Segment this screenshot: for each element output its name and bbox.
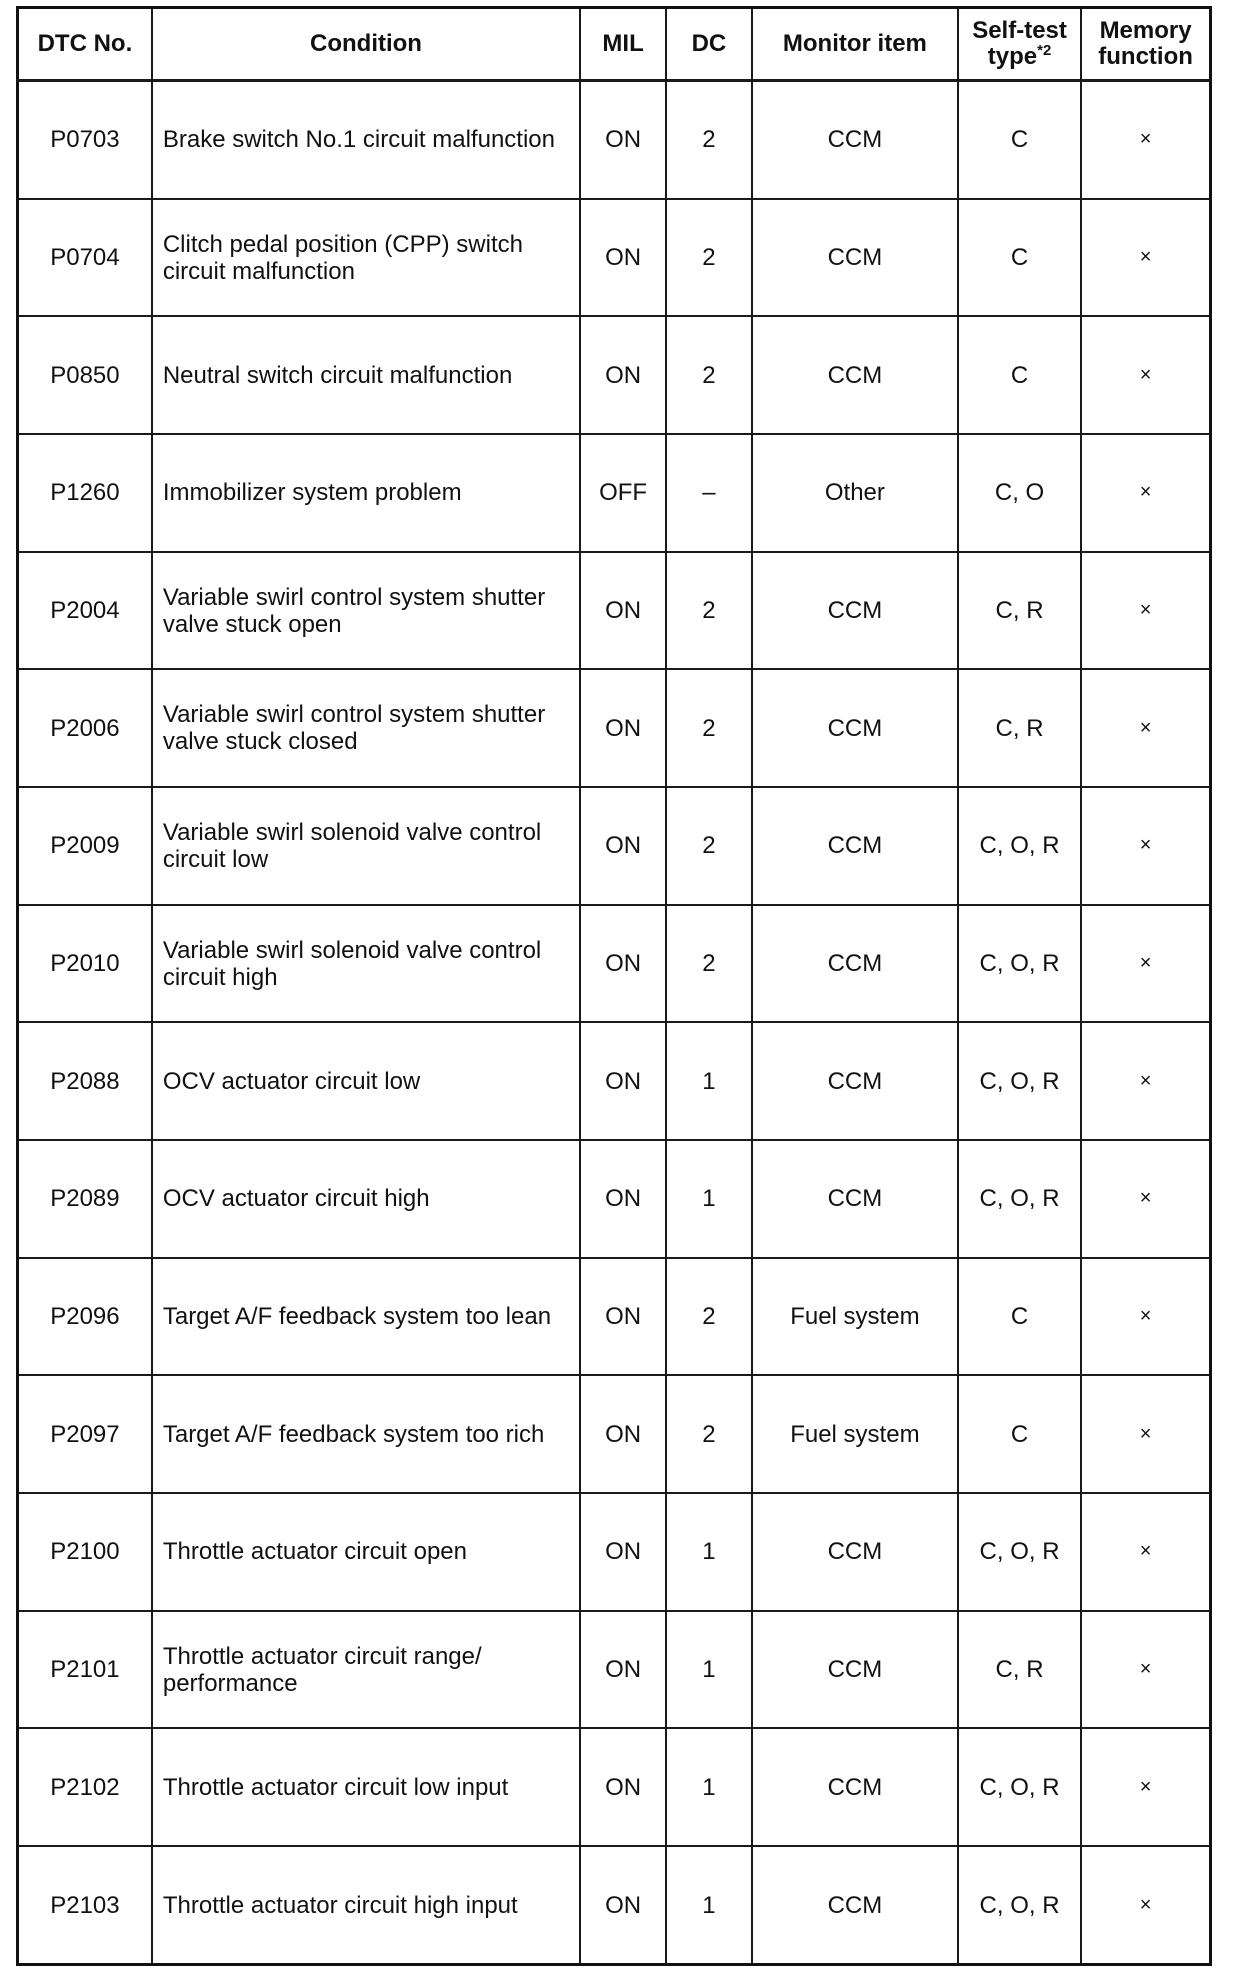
dtc-code-cell: P0703 — [18, 81, 152, 199]
header-memory-function — [1081, 8, 1210, 81]
dc-cell: 2 — [666, 787, 752, 905]
dc-cell: 2 — [666, 669, 752, 787]
condition-cell: Throttle actuator circuit low input — [152, 1728, 580, 1846]
table-body — [18, 81, 1211, 1965]
monitor-item-cell: CCM — [752, 1140, 958, 1258]
condition-cell: Brake switch No.1 circuit malfunction — [152, 81, 580, 199]
table-row — [18, 552, 1211, 670]
monitor-item-cell: CCM — [752, 552, 958, 670]
self-test-type-cell: C — [958, 316, 1081, 434]
header-self-test-type — [958, 8, 1081, 81]
header-memory-line1: Memory — [1099, 17, 1192, 44]
dc-cell: 2 — [666, 552, 752, 670]
memory-function-cell: × — [1081, 787, 1210, 905]
table-row — [18, 787, 1211, 905]
dtc-code-cell: P2010 — [18, 905, 152, 1023]
memory-function-cell: × — [1081, 1022, 1210, 1140]
dc-cell: 1 — [666, 1140, 752, 1258]
memory-function-cell: × — [1081, 905, 1210, 1023]
dc-cell: 2 — [666, 199, 752, 317]
header-self-test-footnote: *2 — [1037, 42, 1052, 59]
self-test-type-cell: C — [958, 1258, 1081, 1376]
monitor-item-cell: CCM — [752, 316, 958, 434]
self-test-type-cell: C, O, R — [958, 787, 1081, 905]
mil-cell: ON — [580, 552, 666, 670]
table-row — [18, 316, 1211, 434]
table-row — [18, 1375, 1211, 1493]
mil-cell: ON — [580, 1375, 666, 1493]
mil-cell: ON — [580, 1728, 666, 1846]
monitor-item-cell: Other — [752, 434, 958, 552]
dc-cell: 1 — [666, 1611, 752, 1729]
table-header — [18, 8, 1211, 81]
memory-function-cell: × — [1081, 1258, 1210, 1376]
mil-cell: ON — [580, 1258, 666, 1376]
dtc-code-cell: P2100 — [18, 1493, 152, 1611]
condition-cell: Target A/F feedback system too rich — [152, 1375, 580, 1493]
dtc-code-cell: P2004 — [18, 552, 152, 670]
condition-cell: Throttle actuator circuit open — [152, 1493, 580, 1611]
memory-function-cell: × — [1081, 1611, 1210, 1729]
table-row — [18, 905, 1211, 1023]
self-test-type-cell: C, R — [958, 552, 1081, 670]
condition-cell: Clitch pedal position (CPP) switch circuit malfunction — [152, 199, 580, 317]
table-row — [18, 1022, 1211, 1140]
dc-cell: 1 — [666, 1493, 752, 1611]
dtc-code-cell: P2088 — [18, 1022, 152, 1140]
mil-cell: OFF — [580, 434, 666, 552]
self-test-type-cell: C, R — [958, 669, 1081, 787]
monitor-item-cell: Fuel system — [752, 1258, 958, 1376]
monitor-item-cell: CCM — [752, 669, 958, 787]
header-monitor-item: Monitor item — [752, 8, 958, 81]
table-row — [18, 1846, 1211, 1964]
table-row — [18, 669, 1211, 787]
dtc-table — [16, 6, 1212, 1966]
monitor-item-cell: CCM — [752, 1493, 958, 1611]
self-test-type-cell: C, O, R — [958, 1728, 1081, 1846]
header-mil: MIL — [580, 8, 666, 81]
header-condition: Condition — [152, 8, 580, 81]
self-test-type-cell: C, O, R — [958, 905, 1081, 1023]
mil-cell: ON — [580, 669, 666, 787]
table-row — [18, 1140, 1211, 1258]
dc-cell: 2 — [666, 1258, 752, 1376]
table-row — [18, 1728, 1211, 1846]
header-dtc-no: DTC No. — [18, 8, 152, 81]
dc-cell: 2 — [666, 81, 752, 199]
dtc-code-cell: P2006 — [18, 669, 152, 787]
header-row — [18, 8, 1211, 81]
condition-cell: Variable swirl control system shutter valve stuck closed — [152, 669, 580, 787]
dtc-code-cell: P2103 — [18, 1846, 152, 1964]
table-row — [18, 434, 1211, 552]
condition-cell: Neutral switch circuit malfunction — [152, 316, 580, 434]
dtc-code-cell: P2102 — [18, 1728, 152, 1846]
memory-function-cell: × — [1081, 1375, 1210, 1493]
header-self-test-line1: Self-test — [972, 17, 1067, 44]
dc-cell: 1 — [666, 1846, 752, 1964]
condition-cell: Target A/F feedback system too lean — [152, 1258, 580, 1376]
dtc-code-cell: P2101 — [18, 1611, 152, 1729]
mil-cell: ON — [580, 81, 666, 199]
self-test-type-cell: C, R — [958, 1611, 1081, 1729]
condition-cell: Throttle actuator circuit high input — [152, 1846, 580, 1964]
dc-cell: – — [666, 434, 752, 552]
mil-cell: ON — [580, 199, 666, 317]
condition-cell: Variable swirl solenoid valve control circuit low — [152, 787, 580, 905]
condition-cell: Immobilizer system problem — [152, 434, 580, 552]
self-test-type-cell: C, O, R — [958, 1493, 1081, 1611]
monitor-item-cell: CCM — [752, 1728, 958, 1846]
monitor-item-cell: CCM — [752, 1611, 958, 1729]
memory-function-cell: × — [1081, 316, 1210, 434]
table-row — [18, 199, 1211, 317]
monitor-item-cell: CCM — [752, 1846, 958, 1964]
condition-cell: OCV actuator circuit high — [152, 1140, 580, 1258]
dtc-code-cell: P0704 — [18, 199, 152, 317]
self-test-type-cell: C, O, R — [958, 1140, 1081, 1258]
dtc-code-cell: P0850 — [18, 316, 152, 434]
memory-function-cell: × — [1081, 1493, 1210, 1611]
dc-cell: 2 — [666, 316, 752, 434]
memory-function-cell: × — [1081, 669, 1210, 787]
dtc-code-cell: P2089 — [18, 1140, 152, 1258]
dc-cell: 1 — [666, 1022, 752, 1140]
monitor-item-cell: CCM — [752, 787, 958, 905]
memory-function-cell: × — [1081, 199, 1210, 317]
dtc-code-cell: P2097 — [18, 1375, 152, 1493]
table-row — [18, 1258, 1211, 1376]
self-test-type-cell: C, O — [958, 434, 1081, 552]
mil-cell: ON — [580, 787, 666, 905]
mil-cell: ON — [580, 1493, 666, 1611]
mil-cell: ON — [580, 1611, 666, 1729]
mil-cell: ON — [580, 1140, 666, 1258]
mil-cell: ON — [580, 1022, 666, 1140]
mil-cell: ON — [580, 905, 666, 1023]
table-row — [18, 1493, 1211, 1611]
header-self-test-line2: type — [987, 43, 1038, 70]
monitor-item-cell: CCM — [752, 905, 958, 1023]
dtc-code-cell: P1260 — [18, 434, 152, 552]
memory-function-cell: × — [1081, 1846, 1210, 1964]
header-memory-line2: function — [1098, 43, 1193, 70]
dtc-code-cell: P2096 — [18, 1258, 152, 1376]
condition-cell: Variable swirl control system shutter valve stuck open — [152, 552, 580, 670]
condition-cell: Variable swirl solenoid valve control circuit high — [152, 905, 580, 1023]
memory-function-cell: × — [1081, 434, 1210, 552]
dc-cell: 2 — [666, 905, 752, 1023]
monitor-item-cell: CCM — [752, 1022, 958, 1140]
memory-function-cell: × — [1081, 552, 1210, 670]
self-test-type-cell: C, O, R — [958, 1022, 1081, 1140]
monitor-item-cell: CCM — [752, 81, 958, 199]
mil-cell: ON — [580, 316, 666, 434]
self-test-type-cell: C — [958, 199, 1081, 317]
memory-function-cell: × — [1081, 1728, 1210, 1846]
monitor-item-cell: CCM — [752, 199, 958, 317]
table-row — [18, 81, 1211, 199]
dc-cell: 1 — [666, 1728, 752, 1846]
dc-cell: 2 — [666, 1375, 752, 1493]
dtc-code-cell: P2009 — [18, 787, 152, 905]
memory-function-cell: × — [1081, 1140, 1210, 1258]
self-test-type-cell: C, O, R — [958, 1846, 1081, 1964]
monitor-item-cell: Fuel system — [752, 1375, 958, 1493]
self-test-type-cell: C — [958, 81, 1081, 199]
self-test-type-cell: C — [958, 1375, 1081, 1493]
memory-function-cell: × — [1081, 81, 1210, 199]
condition-cell: Throttle actuator circuit range/ performance — [152, 1611, 580, 1729]
mil-cell: ON — [580, 1846, 666, 1964]
condition-cell: OCV actuator circuit low — [152, 1022, 580, 1140]
header-dc: DC — [666, 8, 752, 81]
table-row — [18, 1611, 1211, 1729]
